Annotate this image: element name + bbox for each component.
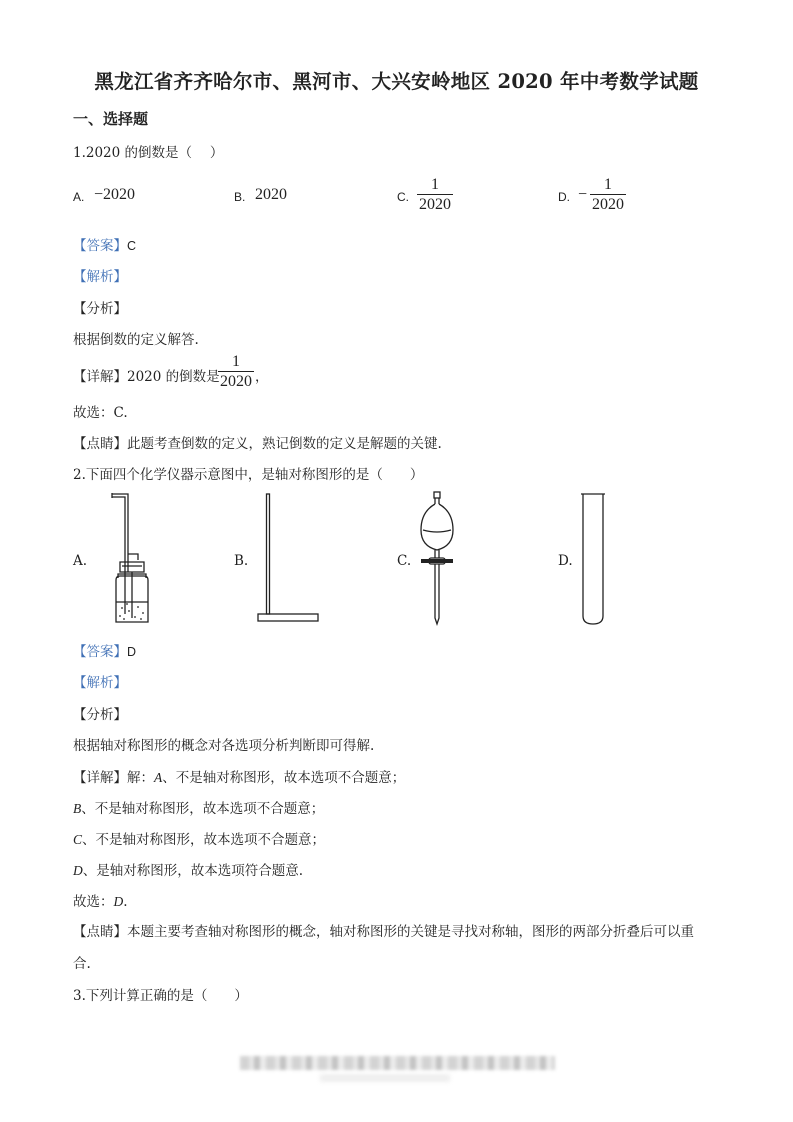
q2-fenxi-text: 根据轴对称图形的概念对各选项分析判断即可得解. [73, 738, 375, 754]
q1-detail-post: ， [255, 369, 269, 385]
q2-detail-a-letter: A [154, 770, 163, 785]
q2-analysis-tag: 【解析】 [73, 675, 127, 691]
q1-option-c-numerator: 1 [431, 176, 439, 193]
q2-option-b-label: B. [234, 553, 249, 569]
q1-detail-denominator: 2020 [220, 373, 252, 390]
q1-detail-tag: 【详解】 [73, 369, 127, 385]
q2-detail-a-pre: 解： [127, 770, 154, 786]
q2-comment-text: 本题主要考查轴对称图形的概念，轴对称图形的关键是寻找对称轴，图形的两部分折叠后可以重 [127, 924, 694, 940]
q2-detail-d-text: 、是轴对称图形，故本选项符合题意. [82, 863, 304, 879]
q1-detail-text: 2020 的倒数是 [127, 369, 220, 385]
q1-detail-numerator: 1 [232, 353, 240, 370]
q2-detail-b-text: 、不是轴对称图形，故本选项不合题意； [81, 801, 325, 817]
q1-option-d-fraction [590, 176, 626, 213]
section-heading: 一、选择题 [73, 110, 149, 128]
q2-comment-line-1 [73, 920, 694, 940]
question-2-stem: 2.下面四个化学仪器示意图中，是轴对称图形的是（ ） [73, 467, 424, 483]
q2-detail-d-letter: D [73, 863, 83, 878]
page-title: 黑龙江省齐齐哈尔市、黑河市、大兴安岭地区 2020 年中考数学试题 [94, 70, 699, 93]
q2-detail-c-letter: C [73, 832, 83, 847]
q2-choose [73, 890, 128, 910]
q2-detail-c [73, 828, 325, 848]
q2-option-a-label: A. [73, 553, 88, 569]
q1-fenxi-text: 根据倒数的定义解答. [73, 332, 199, 348]
q1-option-c-denominator: 2020 [419, 196, 451, 213]
q2-fenxi-tag: 【分析】 [73, 707, 127, 723]
q2-answer-value: D [127, 645, 137, 659]
q1-option-d-label: D. [558, 190, 570, 204]
question-1-stem: 1.2020 的倒数是（ ） [73, 145, 224, 161]
q1-detail-fraction [218, 353, 254, 390]
q2-option-c-label: C. [397, 553, 412, 569]
q2-detail-a-text: 、不是轴对称图形，故本选项不合题意； [162, 770, 406, 786]
q1-option-d-denominator: 2020 [592, 196, 624, 213]
test-tube-icon [579, 492, 609, 628]
q1-comment-tag: 【点睛】 [73, 436, 127, 452]
q2-choose-post: . [123, 894, 128, 910]
q1-option-a-value: −2020 [94, 186, 136, 203]
q2-comment-tag: 【点睛】 [73, 924, 127, 940]
gas-washing-bottle-icon [100, 490, 160, 630]
q2-detail-d [73, 859, 303, 879]
q2-detail-a [73, 766, 405, 786]
q1-option-d-numerator: 1 [604, 176, 612, 193]
q2-detail-c-text: 、不是轴对称图形，故本选项不合题意； [82, 832, 326, 848]
q2-choose-pre: 故选： [73, 894, 114, 910]
iron-stand-icon [255, 492, 325, 628]
q1-detail-line [73, 365, 220, 385]
question-3-stem: 3.下列计算正确的是（ ） [73, 988, 248, 1004]
q1-choose: 故选：C. [73, 405, 128, 421]
separatory-funnel-icon [417, 490, 463, 630]
q1-option-c-fraction [417, 176, 453, 213]
q1-option-b-label: B. [234, 190, 246, 204]
q2-detail-tag: 【详解】 [73, 770, 127, 786]
q1-fenxi-tag: 【分析】 [73, 301, 127, 317]
q1-option-b-value: 2020 [255, 186, 287, 203]
q2-detail-b-letter: B [73, 801, 82, 816]
q1-analysis-tag: 【解析】 [73, 269, 127, 285]
q2-answer-tag: 【答案】 [73, 644, 127, 660]
blurred-footer-watermark [240, 1056, 555, 1070]
q1-option-c-label: C. [397, 190, 409, 204]
q2-answer [73, 640, 136, 660]
q2-option-d-label: D. [558, 553, 573, 569]
q1-answer [73, 234, 136, 254]
q2-detail-b [73, 797, 324, 817]
q2-choose-letter: D [113, 894, 124, 909]
q1-answer-value: C [127, 239, 137, 253]
blurred-footer-watermark-2 [320, 1074, 450, 1082]
q2-comment-line-2: 合. [73, 956, 91, 972]
q1-option-d-sign: − [578, 186, 588, 203]
q1-comment [73, 432, 442, 452]
q1-answer-tag: 【答案】 [73, 238, 127, 254]
q1-comment-text: 此题考查倒数的定义，熟记倒数的定义是解题的关键. [127, 436, 442, 452]
q1-option-a-label: A. [73, 190, 85, 204]
